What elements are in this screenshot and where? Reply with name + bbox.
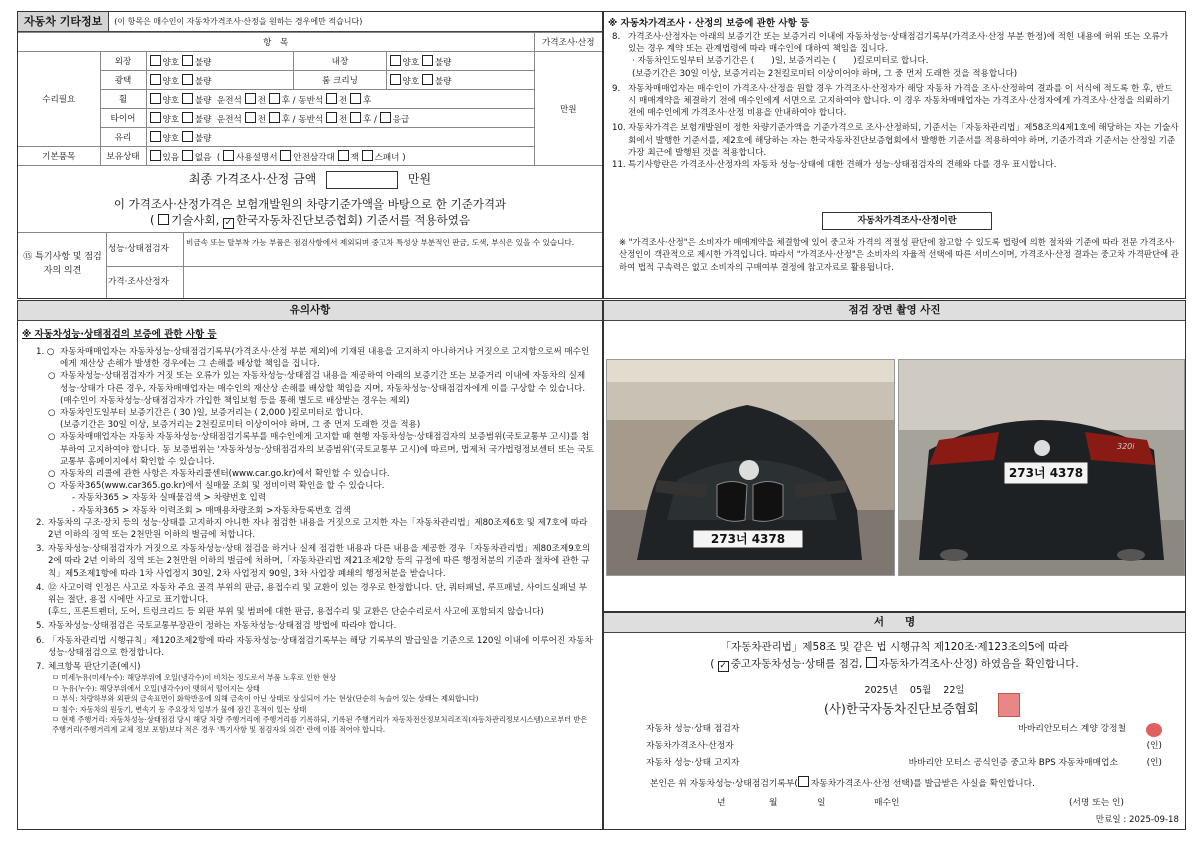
interior-good-checkbox[interactable] xyxy=(390,55,401,66)
gloss-good-checkbox[interactable] xyxy=(150,74,161,85)
none-checkbox[interactable] xyxy=(182,150,193,161)
trunk-badge: 320i xyxy=(1117,442,1135,451)
spanner-checkbox[interactable] xyxy=(362,150,373,161)
date-month: 05 xyxy=(909,685,922,696)
notes-subtitle: ※ 자동차성능·상태점검의 보증에 관한 사항 등 xyxy=(22,329,217,340)
note-item: 2. 자동차의 구조·장치 등의 성능·상태를 고지하지 아니한 자나 점검한 내용을 거짓으로 고지한 자는「자동차관리법」제80조제6호 및 제7호에 따라 2년 이하의 징역 또는 2천만원 이하의 벌금에 처합니다. xyxy=(36,517,588,541)
criteria-item: ㅁ 부식: 차량하부와 외판의 금속표면이 화학반응에 의해 금속이 아닌 상태로 상실되어 가는 현상(단순히 녹슬어 있는 상태는 제외합니다) xyxy=(52,694,479,704)
wheel-options: 양호 불량 운전석 전 후 / 동반석 전 후 xyxy=(146,90,534,109)
confirm-line: 본인은 위 자동차성능·상태점검기록부( 자동차가격조사·산정 선택)를 발급받은 사실을 확인합니다. xyxy=(650,776,1035,789)
inspection-checkbox[interactable]: ✓ xyxy=(719,661,727,671)
tire-passenger-rear-checkbox[interactable] xyxy=(350,112,361,123)
basis-line-2: ( 기술사회, ✓ 한국자동차진단보증협회) 기준서를 적용하였음 xyxy=(150,213,470,228)
room-good-checkbox[interactable] xyxy=(390,74,401,85)
note-item: 5. 자동차성능·상태점검은 국토교통부장관이 정하는 자동차성능·상태점검 방법에 따라야 합니다. xyxy=(36,621,397,632)
gloss-label: 광택 xyxy=(100,71,146,90)
vehicle-other-info-header xyxy=(18,12,602,32)
appraiser-role: 가격·조사산정자 xyxy=(108,277,169,287)
signer-row: 자동차 성능·상태 점검자 바바리안모터스 계양 강정철 xyxy=(646,721,1162,738)
front-car-photo xyxy=(606,359,895,576)
appraisal-checkbox[interactable] xyxy=(866,657,877,668)
interior-bad-checkbox[interactable] xyxy=(422,55,433,66)
photos-title: 점검 장면 촬영 사진 xyxy=(604,301,1185,321)
own-status-options: 있음 없음 ( 사용설명서 안전삼각대 잭 스패너 ) xyxy=(146,147,534,166)
price-guarantee-item: 11. 특기사항란은 가격조사·산정자의 자동차 성능·상태에 대한 견해가 성능·상태점검자의 견해와 다를 경우 표시합니다. xyxy=(612,160,1057,171)
tire-passenger-front-checkbox[interactable] xyxy=(326,112,337,123)
front-license-plate: 273너 4378 xyxy=(710,532,786,546)
room-options: 양호 불량 xyxy=(386,71,534,90)
tire-options: 양호 불량 운전석 전 후 / 동반석 전 후 / 응급 xyxy=(146,109,534,128)
wheel-driver-rear-checkbox[interactable] xyxy=(269,93,280,104)
special-label: ⑮ 특기사항 및 점검자의 의견 xyxy=(23,252,102,276)
wheel-passenger-front-checkbox[interactable] xyxy=(326,93,337,104)
price-guarantee-panel xyxy=(603,11,1186,299)
note-item: 1. ○ 자동차매매업자는 자동차성능·상태점검기록부(가격조사·산정 부분 제외)에 기재된 내용을 고지하지 아니하거나 거짓으로 고지함으로써 매수인에게 재산상 손해가 발생한 경우에는 그 손해를 배상할 책임을 집니다. xyxy=(36,347,590,370)
rear-car-photo xyxy=(898,359,1185,576)
criteria-item: ㅁ 누유(누수): 해당부위에서 오일(냉각수)이 맺혀서 떨어지는 상태 xyxy=(52,683,260,693)
wheel-driver-front-checkbox[interactable] xyxy=(245,93,256,104)
note-item: 6. 「자동차관리법 시행규칙」제120조제2항에 따라 자동차성능·상태점검기록부는 해당 기록부의 발급일을 기준으로 120일 이내에 이루어진 자동차 성능·상태점검으로 한정합니다. xyxy=(36,635,593,658)
jack-checkbox[interactable] xyxy=(338,150,349,161)
notes-list xyxy=(18,343,602,736)
signer-seal xyxy=(1146,723,1162,737)
note-item: ○ 자동차의 리콜에 관한 사항은 자동차리콜센터(www.car.go.kr)에서 확인할 수 있습니다. xyxy=(48,469,390,480)
wheel-bad-checkbox[interactable] xyxy=(182,93,193,104)
glass-good-checkbox[interactable] xyxy=(150,131,161,142)
note-item: 3. 자동차성능·상태점검자가 거짓으로 자동차성능·상태 점검을 하거나 실제 점검한 내용과 다른 내용을 제공한 경우「자동차관리법」제80조제9호의2에 따라 2년 이하의 징역 또는 2천만원 이하의 벌금에 처하며,「자동차관리법 제21조제2항 등의 규정에 따른 행정처분의 기준과 절차에 관한 규칙」제5조제1항에 따라 1차 사업정지 30일, 2차 사업정지 90일, 3차 사업장 폐쇄의 행정처분을 받습니다. xyxy=(36,544,591,579)
check-criteria-list xyxy=(36,673,594,735)
tech-society-checkbox[interactable] xyxy=(158,214,169,225)
own-status-label: 보유상태 xyxy=(100,147,146,166)
final-price-row xyxy=(18,170,602,189)
organization-name: (사)한국자동차진단보증협회 xyxy=(824,701,979,716)
gloss-bad-checkbox[interactable] xyxy=(182,74,193,85)
note-item: - 자동차365 > 자동차 이력조회 > 매매용차량조회 >자동차등록번호 검색 xyxy=(72,505,351,516)
exterior-bad-checkbox[interactable] xyxy=(182,55,193,66)
wheel-passenger-rear-checkbox[interactable] xyxy=(350,93,361,104)
vehicle-other-info-title: 자동차 기타정보 xyxy=(18,12,109,31)
date-year: 2025 xyxy=(864,685,889,696)
notes-title: 유의사항 xyxy=(18,301,602,321)
inspector-opinion: 비금속 또는 탈부착 가능 부품은 점검사항에서 제외되며 중고차 특성상 부분적인 판금, 도색, 부식은 있을 수 있습니다. xyxy=(186,238,575,247)
criteria-item: ㅁ 미세누유(미세누수): 해당부위에 오일(냉각수)이 비치는 정도로서 부품 노후로 인한 현상 xyxy=(52,673,337,683)
confirm-appraisal-checkbox[interactable] xyxy=(798,776,809,787)
price-guarantee-title: ※ 자동차가격조사 · 산정의 보증에 관한 사항 등 xyxy=(608,18,810,29)
expiry-date: 만료일 : 2025-09-18 xyxy=(1095,815,1179,825)
vehicle-other-info-panel xyxy=(17,11,603,299)
note-item: 7. 체크항목 판단기준(예시) xyxy=(36,662,141,673)
glass-options: 양호 불량 xyxy=(146,128,534,147)
kadia-checkbox[interactable]: ✓ xyxy=(224,218,233,228)
rear-license-plate: 273너 4378 xyxy=(1008,466,1084,480)
price-definition-box: ※ "가격조사·산정"은 소비자가 매매계약을 체결함에 있어 중고차 가격의 적절성 판단에 참고할 수 있도록 법령에 의한 절차와 기준에 따라 전문 가격조사·산정인이 객관적으로 제시한 가격입니다. 따라서 "가격조사·산정"은 소비자의 자율적 선택에 따른 서비스이며, 가격조사·산정 결과는 중고차 가격판단에 관하여 법적 구속력은 없고 소비자의 구매여부 결정에 참고자료로 활용됩니다. xyxy=(619,237,1179,272)
tire-bad-checkbox[interactable] xyxy=(182,112,193,123)
tire-label: 타이어 xyxy=(100,109,146,128)
photos-panel xyxy=(603,300,1186,612)
special-notes-section xyxy=(18,232,602,298)
interior-label: 내장 xyxy=(294,52,386,71)
signature-line-1: 「자동차관리법」제58조 및 같은 법 시행규칙 제120조·제123조의5에 따라 xyxy=(720,641,1069,653)
manual-checkbox[interactable] xyxy=(223,150,234,161)
note-item: (보증기간은 30일 이상, 보증거리는 2천킬로미터 이상이어야 하며, 그 중 먼저 도래한 것을 적용) xyxy=(60,420,421,431)
price-guarantee-item: (보증기간은 30일 이상, 보증거리는 2천킬로미터 이상이어야 하며, 그 중 먼저 도래한 것을 적용합니다) xyxy=(632,68,1018,79)
price-guarantee-item: 9. 자동차매매업자는 매수인이 가격조사·산정을 원할 경우 가격조사·산정자가 해당 자동차 가격을 조사·산정하여 결과를 이 서식에 적도록 한 후, 반드시 매매계약을 체결하기 전에 매수인에게 서면으로 고지하여야 합니다. 이 경우 자동차매매업자는 가격조사·산정자에게 가격조사·산정을 의뢰하기 전에 매수인에게 가격조사·산정 비용을 안내하여야 합니다. xyxy=(612,83,1173,119)
exterior-label: 외장 xyxy=(100,52,146,71)
tire-emergency-checkbox[interactable] xyxy=(380,112,391,123)
note-item: ○ 자동차성능·상태점검자가 거짓 또는 오류가 있는 자동차성능·상태점검 내용을 제공하여 아래의 보증기간 또는 보증거리 이내에 자동차의 실제 성능·상태가 다른 경우, 자동차매매업자는 매수인의 재산상 손해를 배상할 책임을 지며, 자동차성능·상태점검자에게 이를 구상할 수 있습니다.(매수인이 자동차성능·상태점검자가 가입한 책임보험 등을 통해 별도로 배상받는 경우는 제외) xyxy=(48,371,586,406)
note-item: ○ 자동차인도일부터 보증기간은 ( 30 )일, 보증거리는 ( 2,000 )킬로미터로 합니다. xyxy=(48,408,364,419)
basic-label: 기본품목 xyxy=(18,147,100,166)
tire-driver-rear-checkbox[interactable] xyxy=(269,112,280,123)
col-price-header: 가격조사·산정 xyxy=(534,33,602,52)
final-price-input[interactable] xyxy=(326,171,398,189)
price-guarantee-item: 10. 자동차가격은 보험개발원이 정한 차량기준가액을 기준가격으로 조사·산정하되, 기준서는「자동차관리법」제58조의4제1호에 해당하는 자는 기술사회에서 발행한 기준서를, 제2호에 해당하는 자는 한국자동차진단보증협회에서 발행한 기준서를 적용하여야 하며, 기준가격과 기준서는 산정일 기준 가장 최근에 발행된 것을 적용합니다. xyxy=(612,123,1179,158)
organization-seal xyxy=(998,693,1020,717)
notes-panel xyxy=(17,300,603,830)
glass-label: 유리 xyxy=(100,128,146,147)
vehicle-other-info-note: (이 항목은 매수인이 자동차가격조사·산정을 원하는 경우에만 적습니다) xyxy=(114,17,363,26)
tire-good-checkbox[interactable] xyxy=(150,112,161,123)
glass-bad-checkbox[interactable] xyxy=(182,131,193,142)
basis-line-1: 이 가격조사·산정가격은 보험개발원의 차량기준가액을 바탕으로 한 기준가격과 xyxy=(113,197,507,211)
signature-title: 서 명 xyxy=(604,613,1185,633)
inspector-role: 성능·상태점검자 xyxy=(108,244,169,254)
price-definition-box-title: 자동차가격조사·산정이란 xyxy=(822,212,992,230)
price-guarantee-item: 8. 가격조사·산정자는 아래의 보증기간 또는 보증거리 이내에 자동차성능·상태점검기록부(가격조사·산정 부분 한정)에 적힌 내용에 허위 또는 오류가 있는 경우 계약 또는 관계법령에 따라 매수인에 대하여 책임을 집니다. xyxy=(612,32,1169,55)
wheel-label: 휠 xyxy=(100,90,146,109)
interior-options: 양호 불량 xyxy=(386,52,534,71)
has-checkbox[interactable] xyxy=(150,150,161,161)
signer-row: 자동차가격조사·산정자 (인) xyxy=(646,741,1162,751)
price-guarantee-item: · 자동차인도일부터 보증기간은 ( )일, 보증거리는 ( )킬로미터로 합니다. xyxy=(632,56,929,67)
col-item-header: 항 목 xyxy=(18,33,534,52)
criteria-item: ㅁ 침수: 자동차의 원동기, 변속기 등 주요장치 일부가 물에 잠긴 흔적이 있는 상태 xyxy=(52,704,307,714)
signer-row: 자동차 성능·상태 고지자 바바리안 모터스 공식인증 중고차 BPS 자동차매매업소 (인) xyxy=(646,758,1162,768)
wheel-good-checkbox[interactable] xyxy=(150,93,161,104)
signer-rows xyxy=(646,721,1162,772)
repair-label: 수리필요 xyxy=(18,52,100,147)
final-price-unit: 만원 xyxy=(407,172,432,186)
signature-panel: 서 명 「자동차관리법」제58조 및 같은 법 시행규칙 제120조·제123조의5에 따라 ( ✓ 중고자동차성능·상태를 점검, 자동차가격조사·산정) 하였음을 확인합니다. 2025년 05월 22일 (사)한국자동차진단보증협회 자동차 성능·상태 점검자 바바리안모터스 계양 강정철 자동차가격조사·산정자 (인) 자동차 성능·상태 고지자 바바리안 모터스 공식인증 중고차 BPS 자동차매매업소 (인) 본인은 위 자동차성능·상태점검기록부( 자동차가격조사·산정 선택)를 발급받은 사실을 확인합니다. 년 월 일 매수인 (서명 또는 인) 만료일 : 2025-09-18 xyxy=(603,612,1186,830)
signature-date: 2025년 05월 22일 xyxy=(864,685,965,696)
exterior-good-checkbox[interactable] xyxy=(150,55,161,66)
room-bad-checkbox[interactable] xyxy=(422,74,433,85)
price-unit: 만원 xyxy=(534,52,602,166)
final-price-label: 최종 가격조사·산정 금액 xyxy=(188,172,317,186)
note-item: - 자동차365 > 자동차 실매물검색 > 차량번호 입력 xyxy=(72,493,267,504)
criteria-item: ㅁ 현재 주행거리: 자동차성능·상태점검 당시 해당 차량 주행거리에 주행거리를 기록하되, 기록된 주행거리가 자동차전산정보처리조직(자동차관리정보시스템)으로부터 받은 주행거리(주행거리계 교체 정보 포함)보다 적은 경우 '특기사항 및 점검자의 의견' 란에 이를 적어야 합니다. xyxy=(52,714,588,735)
date-day: 22 xyxy=(943,685,956,696)
note-item: 4. ⑫ 사고이력 인정은 사고로 자동차 주요 골격 부위의 판금, 용접수리 및 교환이 있는 경우로 한정합니다. 단, 쿼터패널, 루프패널, 사이드실패널 부위는 절단, 용접 시에만 사고로 표기합니다. xyxy=(36,582,588,606)
signature-line-2: ( ✓ 중고자동차성능·상태를 점검, 자동차가격조사·산정) 하였음을 확인합니다. xyxy=(710,658,1079,671)
repair-table xyxy=(18,32,602,166)
triangle-checkbox[interactable] xyxy=(280,150,291,161)
note-item: (후드, 프론트펜더, 도어, 트렁크리드 등 외판 부위 및 범퍼에 대한 판금, 용접수리 및 교환은 단순수리로서 사고에 포함되지 않습니다) xyxy=(48,607,544,618)
exterior-options: 양호 불량 xyxy=(146,52,294,71)
note-item: ○ 자동차365(www.car365.go.kr)에서 실매물 조회 및 정비이력 확인을 할 수 있습니다. xyxy=(48,481,385,492)
room-label: 룸 크리닝 xyxy=(294,71,386,90)
price-guarantee-list xyxy=(604,31,1185,171)
gloss-options: 양호 불량 xyxy=(146,71,294,90)
basis-text xyxy=(18,196,602,229)
tire-driver-front-checkbox[interactable] xyxy=(245,112,256,123)
note-item: ○ 자동차매매업자는 자동차 자동차성능·상태점검기록부를 매수인에게 고지할 때 현행 자동차성능·상태점검자의 보증범위(국토교통부 고시)를 첨부하여 고지하여야 합니다. 동 보증범위는 '자동차성능·상태점검자의 보증범위'(국토교통부 고시)에 따르며, 법제처 국가법령정보센터 또는 국토교통부 홈페이지에서 확인할 수 있습니다. xyxy=(48,432,594,467)
